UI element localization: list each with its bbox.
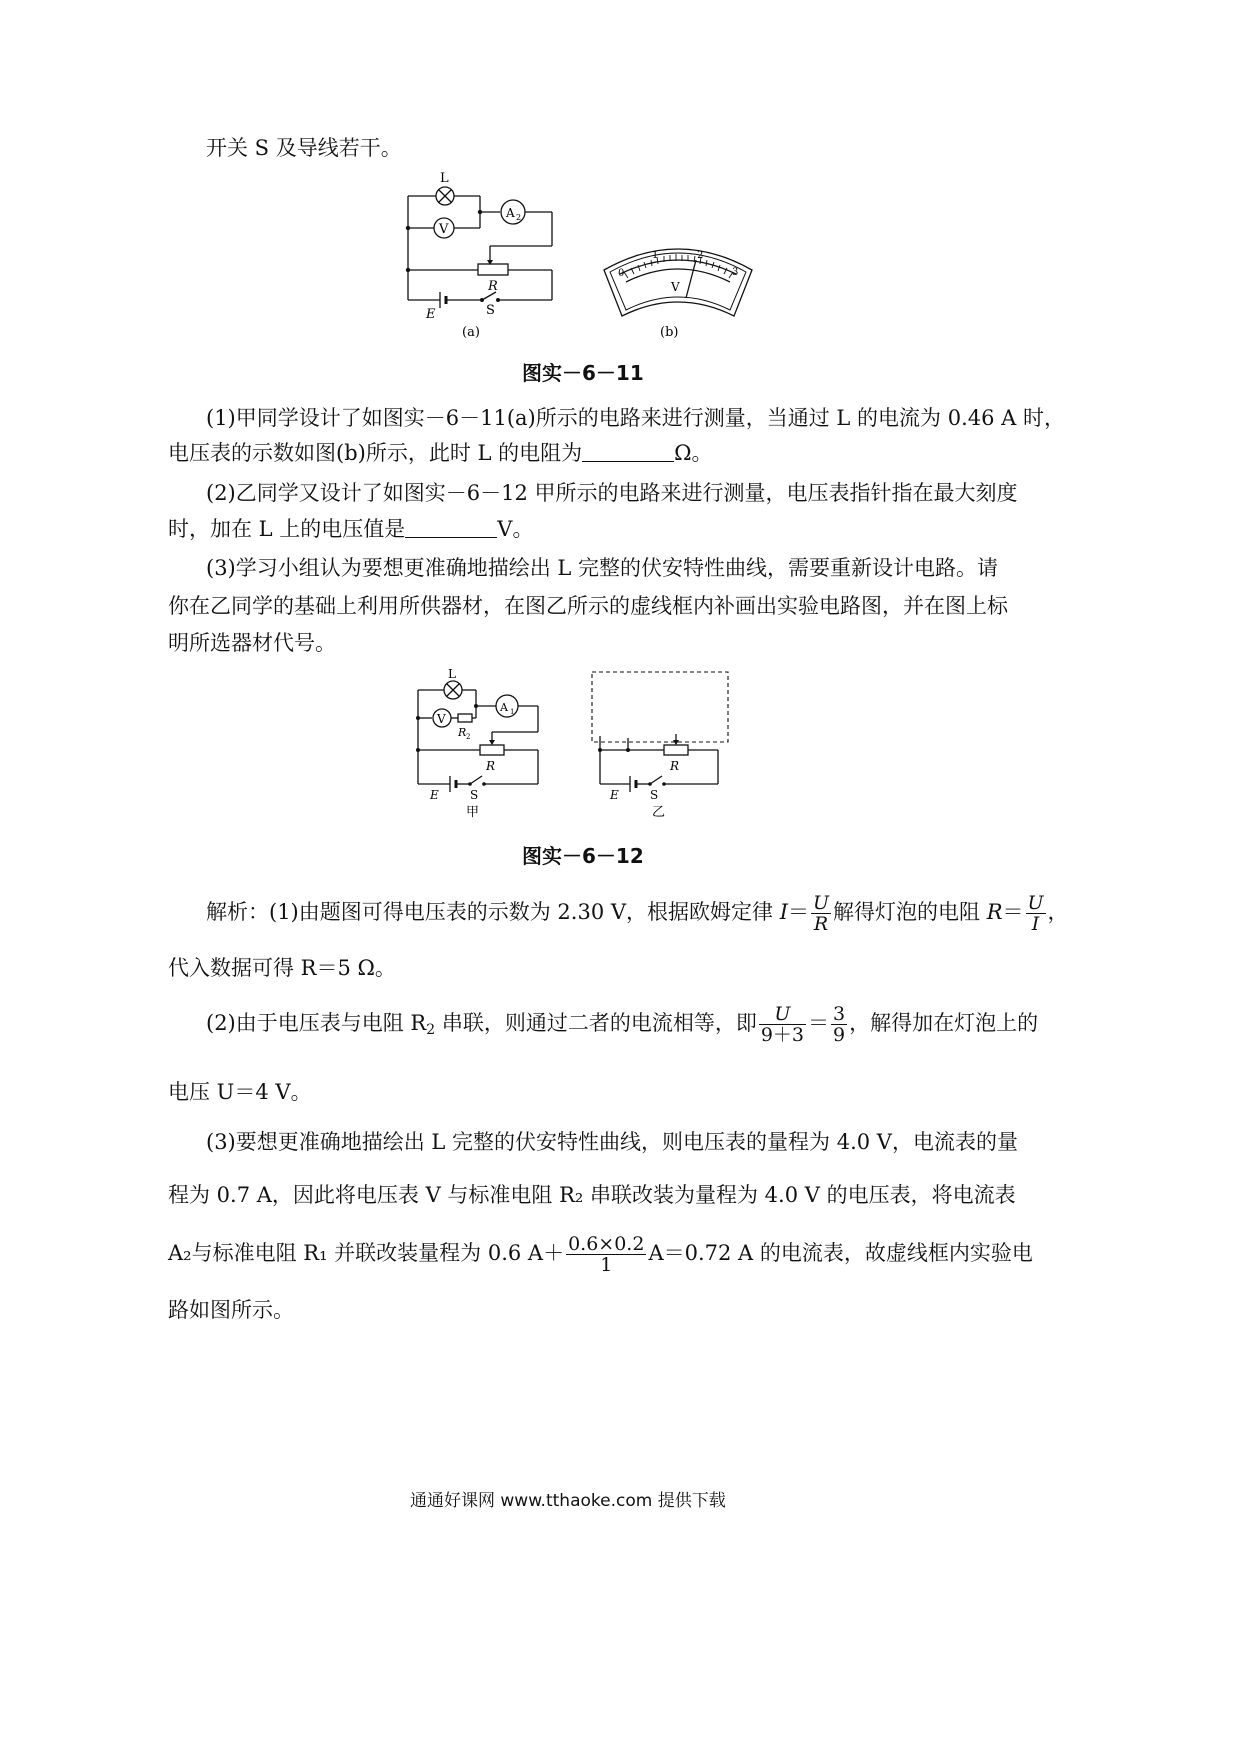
fraction-U-over-R: $\frac{U}{R}$: [813, 892, 830, 935]
eq-sign: ＝: [808, 1011, 830, 1035]
solution2-line1: [206, 1004, 1038, 1046]
label-L: L: [440, 171, 449, 186]
fraction-U-over-12: $\frac{U}{9+3}$: [760, 1003, 805, 1046]
figure-12-caption: 图实－6－12: [522, 844, 644, 868]
solution2-line2: 电压 U＝4 V。: [168, 1080, 312, 1104]
label-yi: 乙: [652, 805, 666, 820]
fraction-current: $\frac{0.6\times 0.2}{1}$: [568, 1233, 645, 1276]
label-R: R: [486, 759, 496, 773]
label-S: S: [470, 788, 479, 802]
solution1-line1: 解析：(1)由题图可得电压表的示数为 2.30 V，根据欧姆定律 I＝ $\frac{U}{R}$ 解得灯泡的电阻 R＝ $\frac{U}{I}$ ，: [206, 892, 1069, 935]
var-R: R: [986, 900, 1003, 924]
solution2-text-c: ，解得加在灯泡上的: [849, 1011, 1039, 1035]
meter-unit: V: [671, 280, 680, 294]
label-R: R: [488, 279, 498, 294]
fraction-3-over-9: $\frac{3}{9}$: [833, 1003, 846, 1046]
intro-line: 开关 S 及导线若干。: [206, 136, 402, 160]
label-E: E: [610, 788, 619, 802]
label-A2: A: [506, 206, 515, 220]
meter-tick-0: 0: [618, 268, 625, 279]
label-A1-sub: 1: [510, 708, 515, 716]
figure-11a-circuit: [400, 168, 560, 343]
meter-tick-1: 1: [652, 250, 659, 261]
eq-sign: ＝: [788, 900, 810, 924]
meter-tick-3: 3: [732, 267, 739, 278]
label-S: S: [486, 303, 495, 318]
solution1-line2: 代入数据可得 R＝5 Ω。: [168, 956, 396, 980]
var-I: I: [779, 900, 789, 924]
figure-12-jia-circuit: [410, 668, 560, 820]
fraction-U-over-I: $\frac{U}{I}$: [1027, 892, 1044, 935]
footer-credit: 通通好课网 www.tthaoke.com 提供下载: [410, 1491, 726, 1511]
solution3-line2: 程为 0.7 A，因此将电压表 V 与标准电阻 R₂ 串联改装为量程为 4.0 V 的电压表，将电流表: [168, 1183, 1016, 1207]
q2-line1: (2)乙同学又设计了如图实－6－12 甲所示的电路来进行测量，电压表指针指在最大刻度: [206, 481, 1018, 505]
solution3-line1: (3)要想更准确地描绘出 L 完整的伏安特性曲线，则电压表的量程为 4.0 V，电流表的量: [206, 1130, 1018, 1154]
q2-line2: [168, 513, 533, 545]
meter-pointer: [686, 260, 696, 298]
solution3-text-b: A＝0.72 A 的电流表，故虚线框内实验电: [648, 1241, 1033, 1265]
q1-unit: Ω。: [674, 441, 713, 465]
solution1-text-a: 解析：(1)由题图可得电压表的示数为 2.30 V，根据欧姆定律: [206, 900, 774, 924]
label-E: E: [426, 307, 436, 322]
figure-12-yi-circuit: [588, 668, 738, 820]
label-R2: R: [458, 726, 467, 739]
label-A1: A: [500, 701, 508, 714]
meter-tick-2: 2: [697, 250, 704, 261]
solution2-text-b: 串联，则通过二者的电流相等，即: [435, 1011, 757, 1035]
label-R: R: [670, 759, 680, 773]
solution3-line4: 路如图所示。: [168, 1298, 294, 1322]
solution2-text-a: (2)由于电压表与电阻 R: [206, 1011, 427, 1035]
q2-answer-blank[interactable]: [405, 517, 497, 538]
figure-11b-voltmeter: [598, 238, 758, 343]
label-V: V: [439, 222, 449, 237]
label-R2-sub: 2: [466, 733, 471, 741]
solution3-line3: [168, 1234, 1033, 1275]
q1-answer-blank[interactable]: [582, 441, 674, 462]
label-A2-sub: 2: [516, 213, 522, 222]
label-a: (a): [462, 325, 480, 340]
q1-text: 电压表的示数如图(b)所示，此时 L 的电阻为: [168, 441, 583, 465]
solution3-text-a: A₂与标准电阻 R₁ 并联改装量程为 0.6 A＋: [168, 1241, 565, 1265]
q2-unit: V。: [497, 517, 534, 541]
q3-line1: (3)学习小组认为要想更准确地描绘出 L 完整的伏安特性曲线，需要重新设计电路。请: [206, 556, 999, 580]
label-S: S: [650, 788, 659, 802]
q3-line2: 你在乙同学的基础上利用所供器材，在图乙所示的虚线框内补画出实验电路图，并在图上标: [168, 594, 1008, 618]
label-L: L: [448, 668, 456, 681]
solution1-text-b: 解得灯泡的电阻: [833, 900, 981, 924]
subscript-2: 2: [426, 1022, 436, 1038]
dashed-answer-box: [592, 672, 728, 742]
label-V: V: [437, 712, 446, 726]
label-b: (b): [660, 325, 679, 340]
q2-text: 时，加在 L 上的电压值是: [168, 517, 406, 541]
q3-line3: 明所选器材代号。: [168, 631, 336, 655]
q1-line1: (1)甲同学设计了如图实－6－11(a)所示的电路来进行测量，当通过 L 的电流为 0.46 A 时，: [206, 406, 1065, 430]
figure-11-caption: 图实－6－11: [522, 361, 644, 385]
q1-line2: [168, 437, 713, 469]
label-jia: 甲: [466, 805, 480, 820]
label-E: E: [430, 788, 439, 802]
eq-sign-2: ＝: [1002, 900, 1024, 924]
